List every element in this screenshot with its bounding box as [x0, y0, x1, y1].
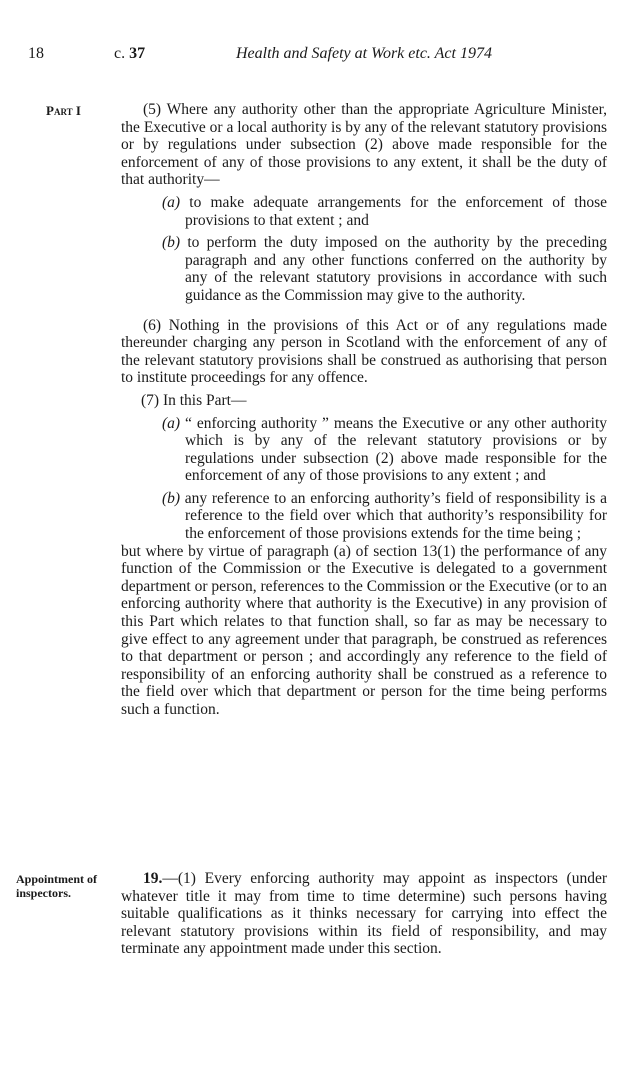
- part-margin-label: Part I: [46, 103, 81, 118]
- section-18-continuation: [121, 101, 607, 719]
- chapter-prefix: c.: [114, 45, 126, 62]
- subsection-5-item-a: (a) to make adequate arrangements for the enforcement of those provisions to that extent ; and: [162, 193, 608, 229]
- act-title: Health and Safety at Work etc. Act 1974: [236, 45, 492, 62]
- section-19-number: 19.: [143, 870, 163, 887]
- page-number: 18: [28, 45, 44, 62]
- subsection-7-item-b: (b) any reference to an enforcing authority’s field of responsibility is a reference to the field over which that authority’s responsibility for the enforcement of those provisions extends for the time being ;: [162, 489, 608, 543]
- subsection-6: (6) Nothing in the provisions of this Act or of any regulations made thereunder charging any person in Scotland with the enforcement of any of the relevant statutory provisions shall be construed as authorising that person to institute proceedings for any offence.: [121, 316, 607, 387]
- subsection-7-item-a: (a) “ enforcing authority ” means the Executive or any other authority which is by any of the relevant statutory provisions or by regulations under subsection (2) above made responsible for the enforcement of any of those provisions to any extent ; and: [162, 414, 608, 485]
- section-19-subsection-1: 19.—(1) Every enforcing authority may appoint as inspectors (under whatever title it may from time to time determine) such persons having suitable qualifications as it thinks necessary for carrying into effect the relevant statutory provisions within its field of responsibility, and may terminate any appointment made under this section.: [121, 870, 607, 958]
- subsection-7-intro: (7) In this Part—: [141, 391, 247, 409]
- chapter-number: 37: [129, 45, 146, 62]
- subsection-7-tail: but where by virtue of paragraph (a) of section 13(1) the performance of any function of the Commission or the Executive is delegated to a government department or person, references to the Commission or the Executive (or to an enforcing authority where that authority is the Executive) in any provision of this Part which relates to that function shall, so far as may be necessary to give effect to any agreement under that paragraph, be construed as references to that department or person ; and accordingly any reference to the field of responsibility of an enforcing authority shall be construed as a reference to the field over which that department or person for the time being performs such a function.: [121, 542, 607, 718]
- subsection-5: (5) Where any authority other than the appropriate Agriculture Minister, the Executive or a local authority is by any of the relevant statutory provisions or by regulations under subsection (2) above made responsible for the enforcement of any of those provisions to any extent, it shall be the duty of that authority—: [121, 101, 607, 189]
- subsection-5-item-b: (b) to perform the duty imposed on the authority by the preceding paragraph and any other functions conferred on the authority by any of the relevant statutory provisions in accordance with such guidance as the Commission may give to the authority.: [162, 234, 608, 304]
- section-19-margin-heading: Appointment of inspectors.: [16, 872, 98, 900]
- section-19: [121, 870, 607, 958]
- chapter-reference: [114, 44, 145, 64]
